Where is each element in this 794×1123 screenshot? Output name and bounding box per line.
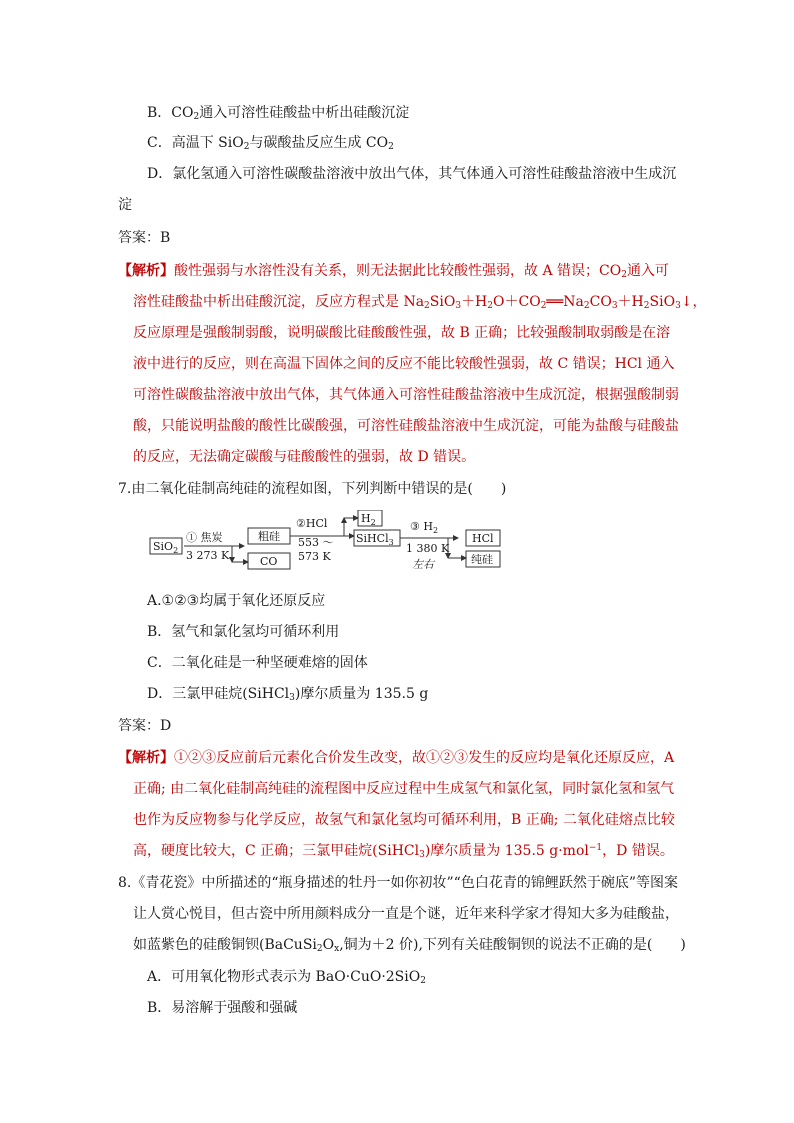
explanation-line: 反应原理是强酸制弱酸，说明碳酸比硅酸酸性强，故 B 正确；比较强酸制取弱酸是在溶 (133, 325, 671, 341)
explanation-line: 【解析】①②③反应前后元素化合价发生改变，故①②③发生的反应均是氧化还原反应，A (118, 750, 675, 766)
hcl-label: HCl (472, 532, 494, 545)
h2-label: $H_2$ (361, 512, 376, 527)
step2-label: ②HCl (296, 517, 328, 530)
process-flow-diagram (148, 510, 528, 580)
option-c: C．二氧化硅是一种坚硬难熔的固体 (147, 655, 368, 671)
question-stem: 7.由二氧化硅制高纯硅的流程如图，下列判断中错误的是( ) (118, 481, 507, 497)
explanation-line: 【解析】酸性强弱与水溶性没有关系，则无法据此比较酸性强弱，故 A 错误；$CO_2$通入可 (118, 263, 669, 280)
step2-temp-b: 573 K (298, 550, 331, 563)
explanation-tag: 【解析】 (118, 263, 174, 279)
explanation-line: 的反应，无法确定碳酸与硅酸酸性的强弱，故 D 错误。 (133, 449, 476, 465)
explanation-line: 溶性硅酸盐中析出硅酸沉淀，反应方程式是 $Na_2SiO_3+H_2O+CO_2══Na_2CO_3+H_2SiO_3↓$， (133, 294, 707, 311)
answer: 答案：B (118, 230, 171, 246)
option-b: B．氢气和氯化氢均可循环利用 (147, 624, 340, 640)
step1-label: ① 焦炭 (186, 531, 223, 544)
option-d: D．氯化氢通入可溶性碳酸盐溶液中放出气体，其气体通入可溶性硅酸盐溶液中生成沉 (147, 166, 677, 182)
answer: 答案：D (118, 718, 172, 734)
explanation-line: 酸，只能说明盐酸的酸性比碳酸强，可溶性硅酸盐溶液中生成沉淀，可能为盐酸与硅酸盐 (133, 418, 679, 434)
explanation-tag: 【解析】 (118, 750, 174, 766)
crude-si-label: 粗硅 (258, 530, 280, 543)
option-a: A．可用氧化物形式表示为 BaO·CuO·2SiO$_2$ (147, 969, 426, 986)
step3-temp: 1 380 K (406, 542, 450, 555)
question-stem-continued: 让人赏心悦目，但古瓷中所用颜料成分一直是个谜，近年来科学家才得知大多为硅酸盐， (133, 906, 679, 922)
explanation-line: 可溶性碳酸盐溶液中放出气体，其气体通入可溶性硅酸盐溶液中生成沉淀，根据强酸制弱 (133, 387, 679, 403)
option-c: C．高温下 SiO$_2$与碳酸盐反应生成 $CO_2$ (147, 135, 394, 152)
pure-si-label: 纯硅 (471, 553, 493, 566)
option-b: B．$CO_2$通入可溶性硅酸盐中析出硅酸沉淀 (147, 105, 410, 122)
step3-label: ③ $H_2$ (410, 520, 439, 535)
sio2-label: SiO$_2$ (153, 540, 179, 555)
approx-label: 左右 (412, 558, 434, 571)
step1-temp: 3 273 K (186, 549, 230, 562)
option-a: A.①②③均属于氧化还原反应 (147, 593, 326, 609)
question-stem-continued: 如蓝紫色的硅酸铜钡($BaCuSi_2O_x$,铜为＋2 价),下列有关硅酸铜钡的说法不正确的是( ) (133, 937, 686, 954)
option-d: D．三氯甲硅烷(SiHCl$_3$)摩尔质量为 135.5 g (147, 686, 429, 703)
question-stem: 8.《青花瓷》中所描述的“瓶身描述的牡丹一如你初妆”“色白花青的锦鲤跃然于碗底”等图案 (118, 875, 678, 891)
sihcl3-label: SiHCl$_3$ (356, 532, 394, 547)
explanation-line: 液中进行的反应，则在高温下固体之间的反应不能比较酸性强弱，故 C 错误；HCl 通入 (133, 356, 675, 372)
co-label: CO (260, 555, 278, 568)
option-b: B．易溶解于强酸和强碱 (147, 1000, 298, 1016)
option-d-continued: 淀 (118, 197, 132, 213)
explanation-line: 也作为反应物参与化学反应，故氢气和氯化氢均可循环利用，B 正确; 二氧化硅熔点比较 (133, 812, 675, 828)
explanation-line: 高，硬度比较大，C 正确；三氯甲硅烷(SiHCl$_3$)摩尔质量为 135.5 g·mol$^{-1}$，D 错误。 (133, 843, 674, 860)
explanation-line: 正确; 由二氧化硅制高纯硅的流程图中反应过程中生成氢气和氯化氢，同时氯化氢和氢气 (133, 781, 675, 797)
step2-temp-a: 553 ～ (298, 536, 334, 549)
